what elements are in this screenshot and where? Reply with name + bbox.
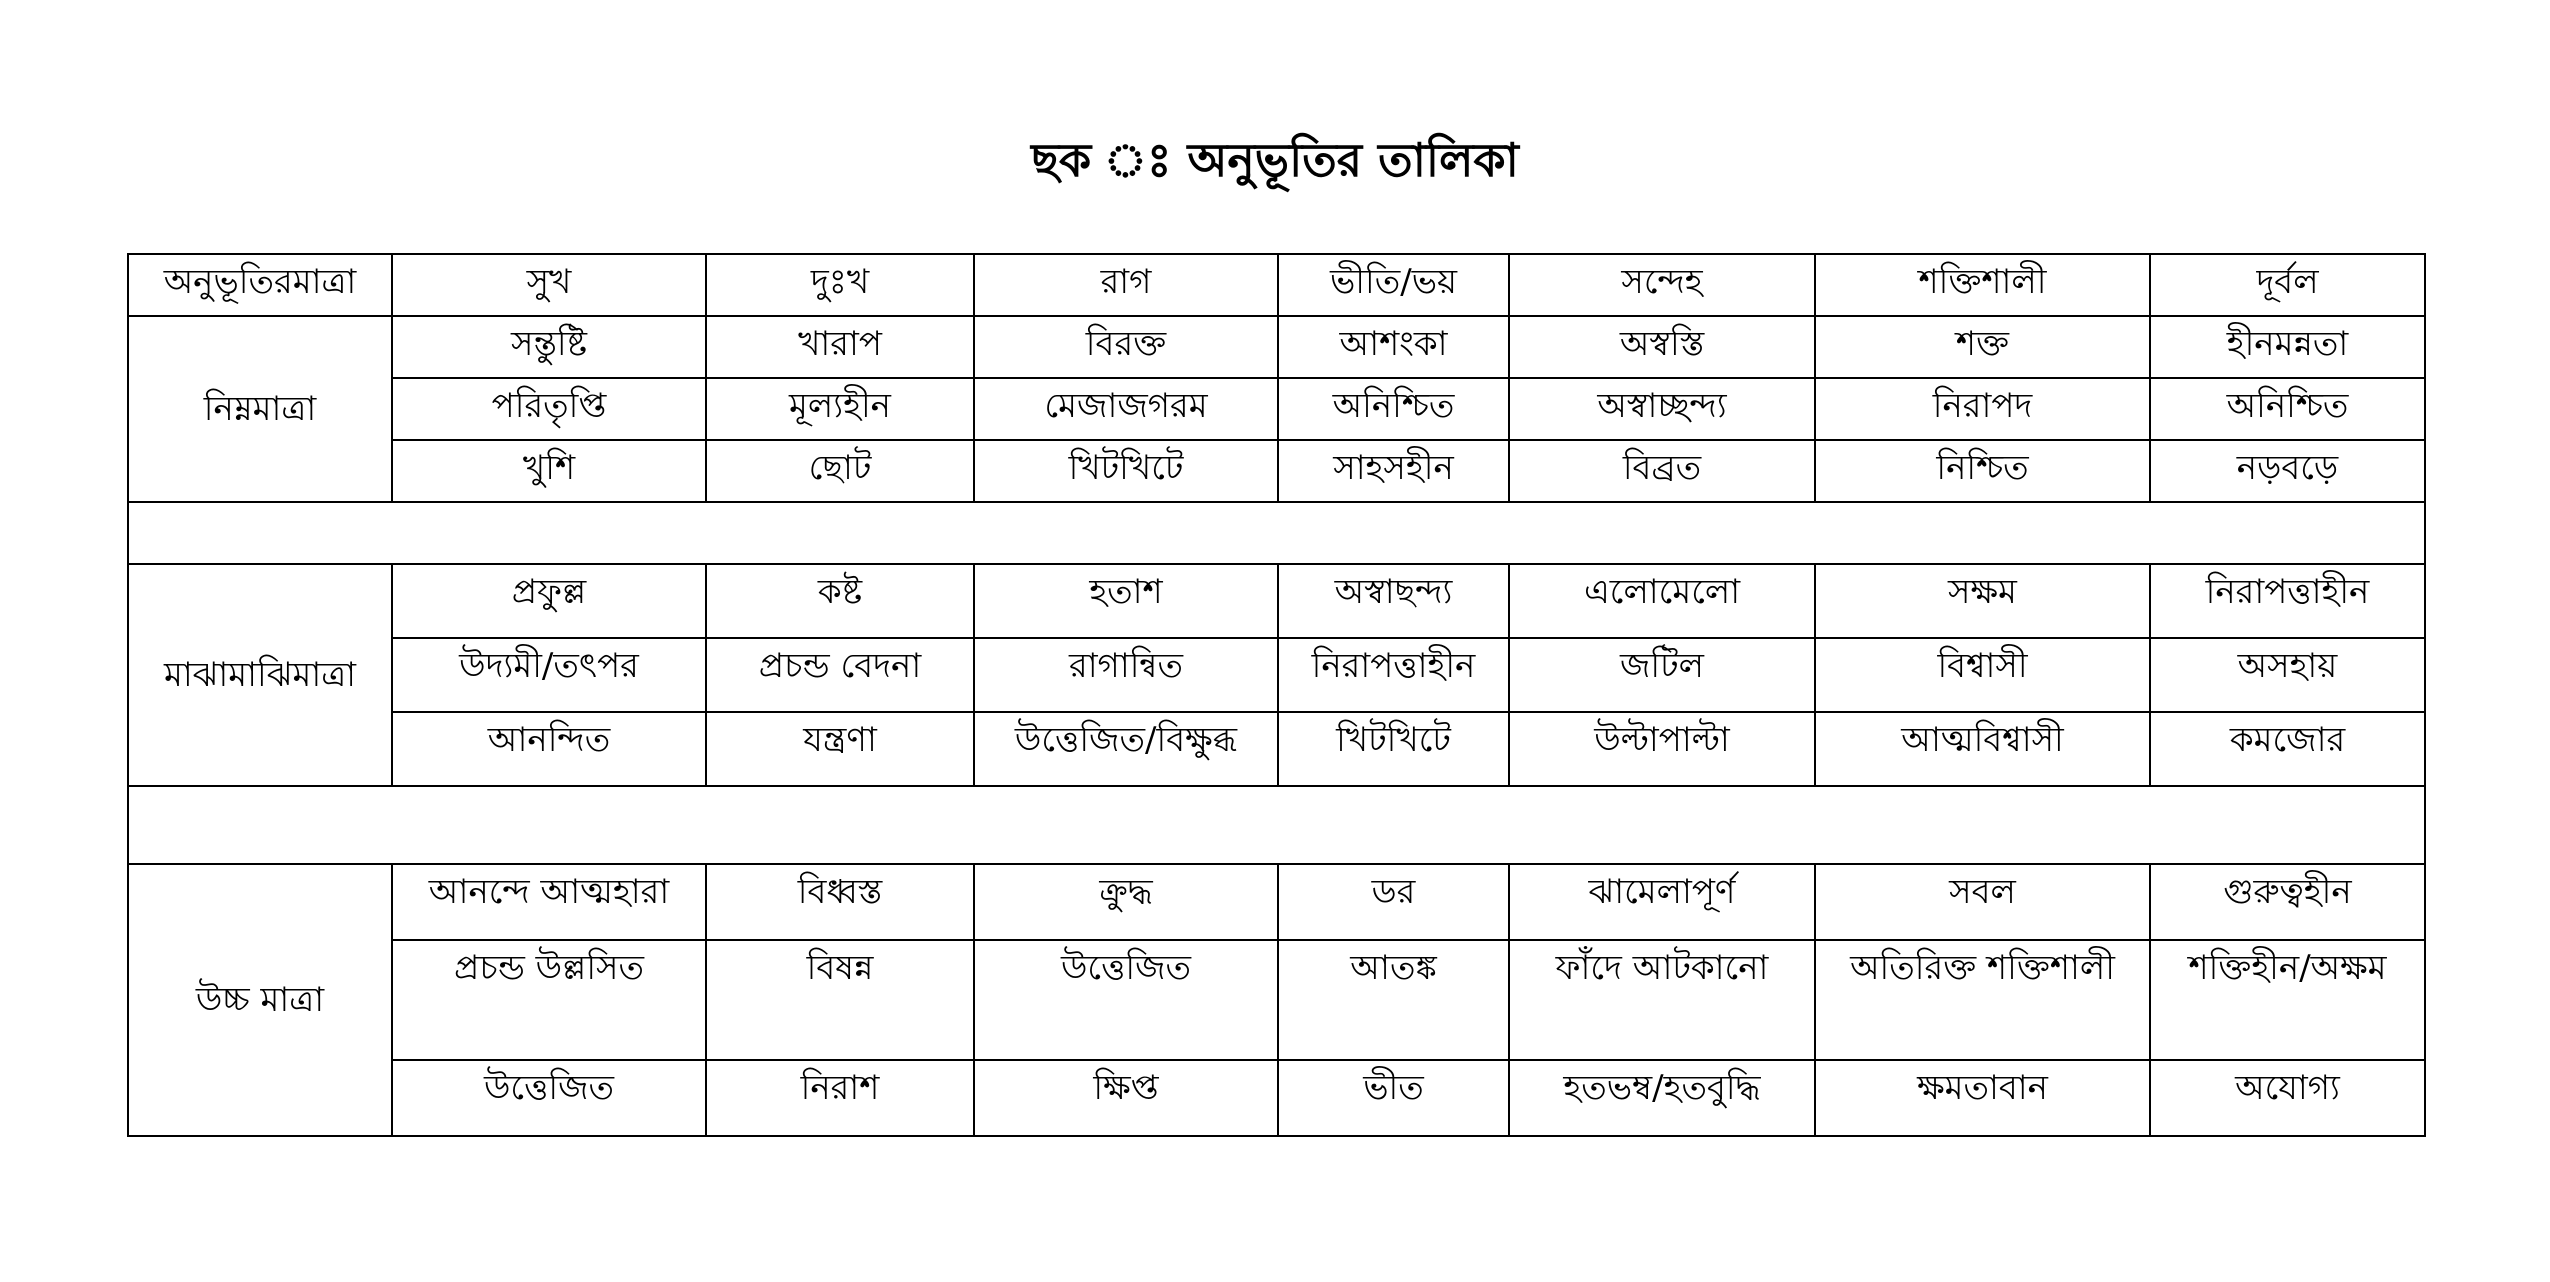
table-row	[128, 378, 2425, 440]
table-cell: বিধ্বস্ত	[706, 864, 974, 940]
table-cell: সক্ষম	[1815, 564, 2150, 638]
feelings-table	[127, 253, 2426, 1137]
table-cell: জটিল	[1509, 638, 1815, 712]
table-cell: আতঙ্ক	[1278, 940, 1509, 1060]
level-label-high: উচ্চ মাত্রা	[128, 864, 392, 1136]
table-cell: হীনমন্নতা	[2150, 316, 2425, 378]
column-header-angry: রাগ	[974, 254, 1278, 316]
table-cell: অসহায়	[2150, 638, 2425, 712]
page-title: ছক ঃ অনুভূতির তালিকা	[1031, 133, 1519, 187]
column-header-fear: ভীতি/ভয়	[1278, 254, 1509, 316]
table-cell: বিশ্বাসী	[1815, 638, 2150, 712]
table-cell: সন্তুষ্টি	[392, 316, 706, 378]
table-cell: নিরাপদ	[1815, 378, 2150, 440]
table-cell: মেজাজগরম	[974, 378, 1278, 440]
table-cell: অতিরিক্ত শক্তিশালী	[1815, 940, 2150, 1060]
table-cell: প্রচন্ড উল্লসিত	[392, 940, 706, 1060]
table-cell: নিরাশ	[706, 1060, 974, 1136]
spacer-cell	[128, 786, 2425, 864]
column-header-weak: দূর্বল	[2150, 254, 2425, 316]
table-cell: খিটখিটে	[974, 440, 1278, 502]
column-header-level: অনুভূতিরমাত্রা	[128, 254, 392, 316]
column-header-strong: শক্তিশালী	[1815, 254, 2150, 316]
table-cell: উল্টাপাল্টা	[1509, 712, 1815, 786]
table-cell: বিব্রত	[1509, 440, 1815, 502]
table-cell: প্রচন্ড বেদনা	[706, 638, 974, 712]
table-cell: উত্তেজিত/বিক্ষুব্ধ	[974, 712, 1278, 786]
table-cell: আনন্দিত	[392, 712, 706, 786]
table-row	[128, 440, 2425, 502]
table-cell: উত্তেজিত	[392, 1060, 706, 1136]
table-cell: গুরুত্বহীন	[2150, 864, 2425, 940]
table-cell: খুশি	[392, 440, 706, 502]
table-cell: উত্তেজিত	[974, 940, 1278, 1060]
table-cell: নিশ্চিত	[1815, 440, 2150, 502]
table-cell: বিরক্ত	[974, 316, 1278, 378]
table-cell: শক্ত	[1815, 316, 2150, 378]
table-cell: নিরাপত্তাহীন	[1278, 638, 1509, 712]
table-cell: অস্বস্তি	[1509, 316, 1815, 378]
level-label-medium: মাঝামাঝিমাত্রা	[128, 564, 392, 786]
table-cell: আত্মবিশ্বাসী	[1815, 712, 2150, 786]
table-cell: বিষন্ন	[706, 940, 974, 1060]
table-cell: কমজোর	[2150, 712, 2425, 786]
table-cell: আশংকা	[1278, 316, 1509, 378]
table-cell: খারাপ	[706, 316, 974, 378]
spacer-row	[128, 786, 2425, 864]
table-row	[128, 638, 2425, 712]
column-header-sad: দুঃখ	[706, 254, 974, 316]
table-cell: এলোমেলো	[1509, 564, 1815, 638]
table-row	[128, 564, 2425, 638]
table-cell: খিটখিটে	[1278, 712, 1509, 786]
table-cell: কষ্ট	[706, 564, 974, 638]
table-cell: ডর	[1278, 864, 1509, 940]
table-cell: ক্ষিপ্ত	[974, 1060, 1278, 1136]
table-cell: অনিশ্চিত	[1278, 378, 1509, 440]
table-cell: ভীত	[1278, 1060, 1509, 1136]
spacer-cell	[128, 502, 2425, 564]
table-cell: অস্বাছন্দ্য	[1278, 564, 1509, 638]
table-row	[128, 1060, 2425, 1136]
header-row	[128, 254, 2425, 316]
table-cell: ক্রুদ্ধ	[974, 864, 1278, 940]
table-row	[128, 316, 2425, 378]
level-label-low: নিম্নমাত্রা	[128, 316, 392, 502]
table-cell: অযোগ্য	[2150, 1060, 2425, 1136]
table-cell: অস্বাচ্ছন্দ্য	[1509, 378, 1815, 440]
table-cell: অনিশ্চিত	[2150, 378, 2425, 440]
table-cell: যন্ত্রণা	[706, 712, 974, 786]
column-header-doubt: সন্দেহ	[1509, 254, 1815, 316]
table-row	[128, 712, 2425, 786]
table-cell: নিরাপত্তাহীন	[2150, 564, 2425, 638]
table-row	[128, 940, 2425, 1060]
table-cell: হতভম্ব/হতবুদ্ধি	[1509, 1060, 1815, 1136]
table-cell: ক্ষমতাবান	[1815, 1060, 2150, 1136]
table-cell: ফাঁদে আটকানো	[1509, 940, 1815, 1060]
spacer-row	[128, 502, 2425, 564]
table-cell: সাহসহীন	[1278, 440, 1509, 502]
table-cell: উদ্যমী/তৎপর	[392, 638, 706, 712]
column-header-happy: সুখ	[392, 254, 706, 316]
table-cell: মূল্যহীন	[706, 378, 974, 440]
table-cell: ঝামেলাপূর্ণ	[1509, 864, 1815, 940]
table-cell: পরিতৃপ্তি	[392, 378, 706, 440]
table-cell: রাগান্বিত	[974, 638, 1278, 712]
table-cell: নড়বড়ে	[2150, 440, 2425, 502]
table-cell: আনন্দে আত্মহারা	[392, 864, 706, 940]
table-cell: শক্তিহীন/অক্ষম	[2150, 940, 2425, 1060]
table-cell: সবল	[1815, 864, 2150, 940]
table-cell: হতাশ	[974, 564, 1278, 638]
table-cell: ছোট	[706, 440, 974, 502]
table-row	[128, 864, 2425, 940]
table-cell: প্রফুল্ল	[392, 564, 706, 638]
